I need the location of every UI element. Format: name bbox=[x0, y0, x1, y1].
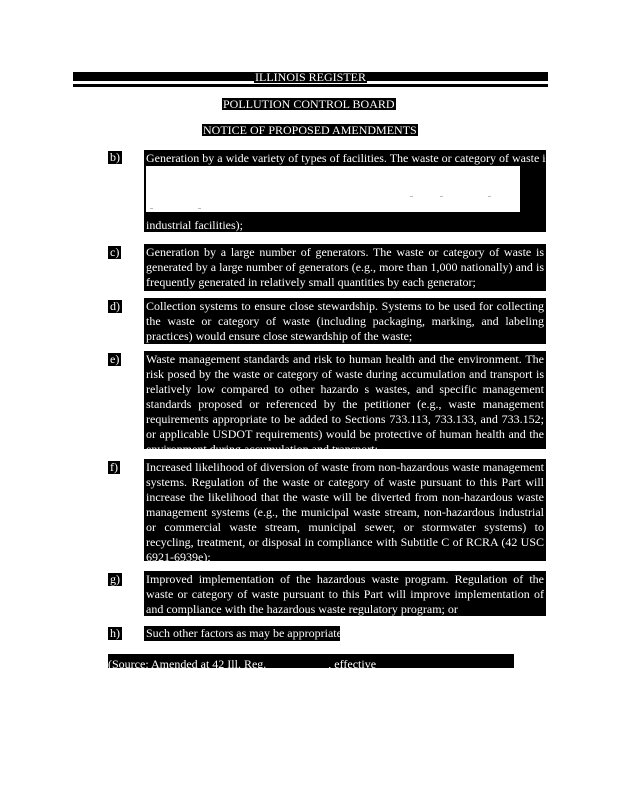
item-text-b: Generation by a wide variety of types of facilities. The waste or category of waste is bbox=[146, 151, 551, 165]
source-prefix: (Source: Amended at 42 Ill. Reg. bbox=[108, 657, 267, 671]
source-middle: , effective bbox=[328, 657, 377, 671]
source-note bbox=[108, 654, 531, 671]
item-label-b: b) bbox=[110, 150, 120, 164]
scan-speck bbox=[488, 196, 491, 197]
source-gap bbox=[266, 654, 328, 668]
item-text-g: Improved implementation of the hazardous waste program. Regulation of the waste or category of waste pursuant to this Part will improve implementation of and compliance with the hazardous waste regulatory program; or bbox=[146, 572, 544, 616]
item-label-e: e) bbox=[110, 352, 120, 366]
redaction-area bbox=[146, 166, 520, 212]
item-text-d: Collection systems to ensure close stewardship. Systems to be used for collecting the waste or category of waste (including packaging, marking, and labeling practices) would ensure close stewardship of the waste; bbox=[146, 299, 544, 343]
item-label-d: d) bbox=[110, 299, 120, 313]
notice-title: NOTICE OF PROPOSED AMENDMENTS bbox=[203, 123, 417, 137]
register-title: ILLINOIS REGISTER bbox=[255, 70, 366, 84]
scan-speck bbox=[410, 196, 413, 197]
board-title: POLLUTION CONTROL BOARD bbox=[223, 97, 395, 111]
item-text-f: Increased likelihood of diversion of waste from non-hazardous waste management systems. Regulation of the waste or category of waste pursuant to this Part will increase the likelihood that the waste will be diverted from non-hazardous waste management systems (e.g., the municipal waste stream, non-hazardous industrial or commercial waste stream, municipal sewer, or stormwater systems) to recycling, treatment, or disposal in compliance with Subtitle C of RCRA (42 USC 6921-6939e); bbox=[146, 460, 544, 564]
header-rule-bottom bbox=[73, 84, 548, 87]
source-suffix: ) bbox=[526, 657, 531, 671]
item-text-b-tail: industrial facilities); bbox=[146, 218, 243, 232]
scan-speck bbox=[440, 196, 443, 197]
item-text-e: Waste management standards and risk to human health and the environment. The risk posed by the waste or category of waste during accumulation and transport is relatively low compared to other hazardo s wastes, and specific management standards proposed or referenced by the petitioner (e.g., waste management requirements appropriate to be added to Sections 733.113, 733.133, and 733.152; or applicable USDOT requirements) would be protective of human health and the environment during accumulation and transport; bbox=[146, 352, 544, 456]
item-label-f: f) bbox=[110, 460, 118, 474]
item-label-h: h) bbox=[110, 626, 120, 640]
scan-speck bbox=[150, 208, 153, 209]
item-text-c: Generation by a large number of generators. The waste or category of waste is generated by a large number of generators (e.g., more than 1,000 nationally) and is frequently generated in relatively small quantities by each generator; bbox=[146, 245, 544, 289]
item-label-g: g) bbox=[110, 572, 120, 586]
item-label-c: c) bbox=[110, 245, 120, 259]
item-text-h: Such other factors as may be appropriate. bbox=[146, 626, 345, 640]
scan-speck bbox=[198, 208, 201, 209]
